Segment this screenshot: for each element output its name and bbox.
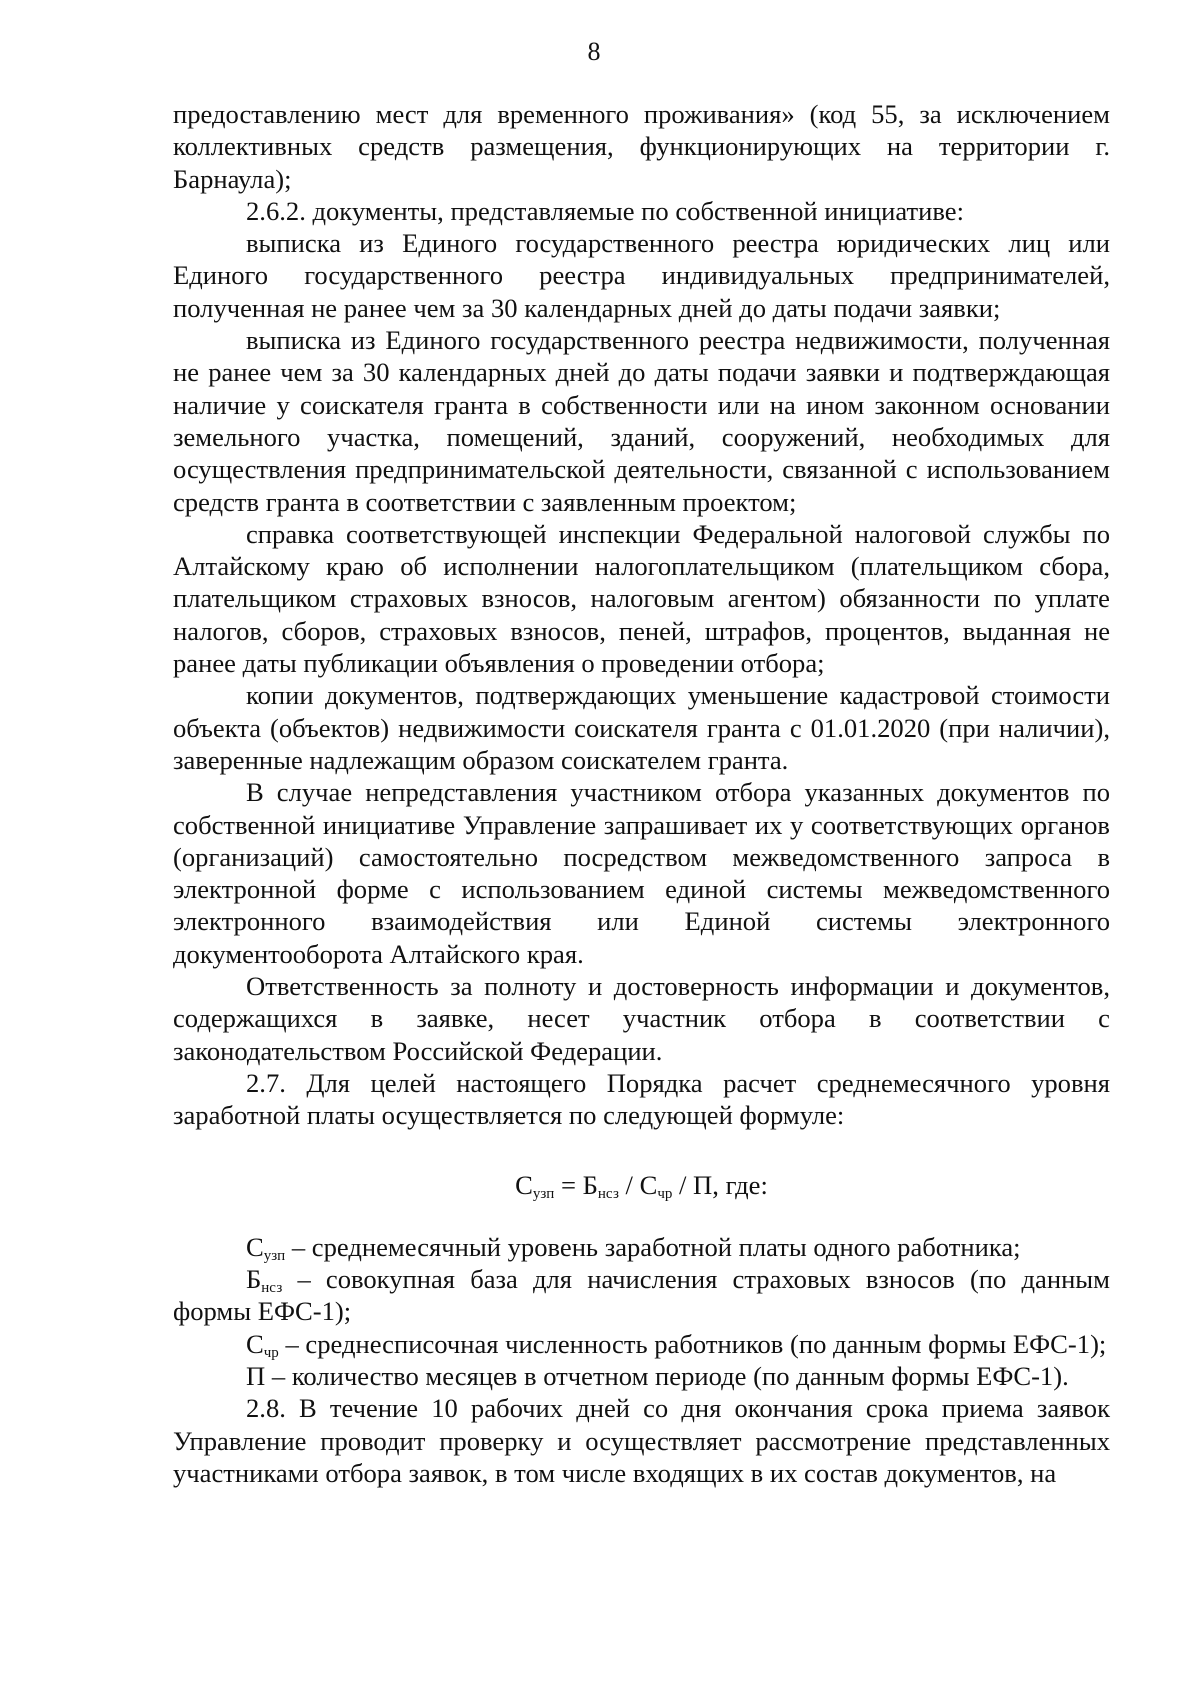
definition-months: П – количество месяцев в отчетном периоде (по данным формы ЕФС-1). [246,1360,1069,1391]
paragraph-2-7: 2.7. Для целей настоящего Порядка расчет среднемесячного уровня заработной платы осуществляется по следующей формуле: [173,1067,1110,1131]
paragraph-continuation: предоставлению мест для временного проживания» (код 55, за исключением коллективных средств размещения, функционирующих на территории г. Барнаула); [173,99,1110,194]
definition-insurance-base: $Б_{нсз}$ – совокупная база для начисления страховых взносов (по данным формы ЕФС-1); [173,1264,1110,1327]
paragraph-egrul-extract: выписка из Единого государственного реестра юридических лиц или Единого государственного реестра индивидуальных предпринимателей, полученная не ранее чем за 30 календарных дней до даты подачи заявки; [173,228,1110,323]
paragraph-egrn-extract: выписка из Единого государственного реестра недвижимости, полученная не ранее чем за 30 календарных дней до даты подачи заявки и подтверждающая наличие у соискателя гранта в собственности или на ином законном основании земельного участка, помещений, зданий, сооружений, необходимых для осуществления предпринимательской деятельности, связанной с использованием средств гранта в соответствии с заявленным проектом; [173,325,1110,517]
document-body [173,98,1110,1489]
paragraph-2-6-2: 2.6.2. документы, представляемые по собственной инициативе: [246,195,964,226]
definition-headcount: $С_{чр}$ – среднесписочная численность работников (по данным формы ЕФС-1); [246,1328,1107,1361]
definition-avg-salary: $С_{узп}$ – среднемесячный уровень заработной платы одного работника; [246,1231,1021,1264]
salary-formula: $С_{узп} = Б_{нсз} / С_{чр} / П$, где: [515,1169,768,1202]
paragraph-responsibility: Ответственность за полноту и достоверность информации и документов, содержащихся в заявке, несет участник отбора в соответствии с законодательством Российской Федерации. [173,971,1110,1066]
paragraph-2-8: 2.8. В течение 10 рабочих дней со дня окончания срока приема заявок Управление проводит проверку и осуществляет рассмотрение представленных участниками отбора заявок, в том числе входящих в их состав документов, на [173,1393,1110,1488]
page-number: 8 [587,37,601,66]
paragraph-cadastral-copies: копии документов, подтверждающих уменьшение кадастровой стоимости объекта (объектов) недвижимости соискателя гранта с 01.01.2020 (при наличии), заверенные надлежащим образом соискателем гранта. [173,680,1110,775]
paragraph-interagency-request: В случае непредставления участником отбора указанных документов по собственной инициативе Управление запрашивает их у соответствующих органов (организаций) самостоятельно посредством межведомственного запроса в электронной форме с использованием единой системы межведомственного электронного взаимодействия или Единой системы электронного документооборота Алтайского края. [173,777,1110,969]
paragraph-tax-certificate: справка соответствующей инспекции Федеральной налоговой службы по Алтайскому краю об исполнении налогоплательщиком (плательщиком сбора, плательщиком страховых взносов, налоговым агентом) обязанности по уплате налогов, сборов, страховых взносов, пеней, штрафов, процентов, выданная не ранее даты публикации объявления о проведении отбора; [173,518,1110,679]
